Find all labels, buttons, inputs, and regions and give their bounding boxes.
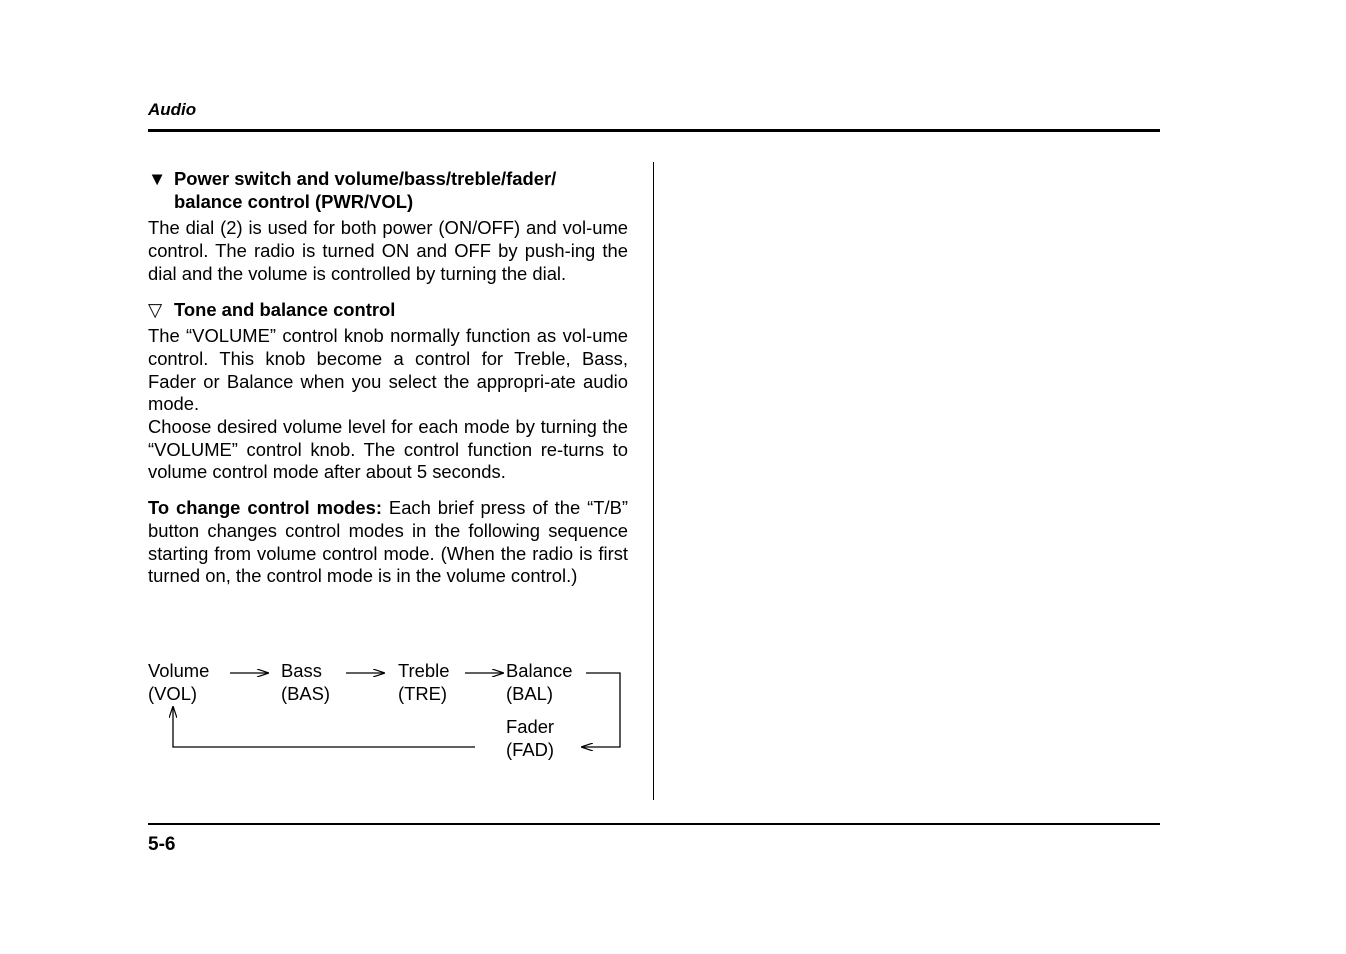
mode-volume bbox=[148, 660, 209, 705]
arrow-fader-to-volume bbox=[173, 707, 475, 747]
heading-line-1: Power switch and volume/bass/treble/fader/ bbox=[174, 168, 557, 189]
header-rule bbox=[148, 129, 1160, 132]
volume-knob-paragraph: The “VOLUME” control knob normally function as vol-ume control. This knob become a control for Treble, Bass, Fader or Balance when you select the appropri-ate audio mode. bbox=[148, 325, 628, 415]
change-modes-lead: To change control modes: bbox=[148, 497, 382, 519]
mode-bass-name: Bass bbox=[281, 660, 322, 681]
mode-bass-abbr: (BAS) bbox=[281, 682, 331, 704]
tone-balance-heading: Tone and balance control bbox=[174, 298, 396, 320]
mode-fader-name: Fader bbox=[506, 716, 555, 737]
mode-fader bbox=[506, 716, 554, 761]
column-divider bbox=[653, 162, 654, 800]
mode-fader-abbr: (FAD) bbox=[506, 738, 555, 760]
mode-balance-name: Balance bbox=[506, 660, 573, 681]
mode-balance bbox=[506, 660, 572, 705]
mode-volume-name: Volume bbox=[148, 660, 210, 681]
mode-treble-name: Treble bbox=[398, 660, 450, 681]
section-header-title: Audio bbox=[148, 100, 197, 119]
left-column bbox=[148, 168, 628, 588]
arrow-balance-to-fader bbox=[582, 673, 620, 747]
heading-line-2: balance control (PWR/VOL) bbox=[174, 190, 414, 212]
mode-balance-abbr: (BAL) bbox=[506, 682, 554, 704]
footer-rule bbox=[148, 823, 1160, 825]
power-volume-paragraph: The dial (2) is used for both power (ON/OFF) and vol-ume control. The radio is turned ON and OFF by push-ing the dial and the volume is controlled by turning the dial. bbox=[148, 217, 628, 284]
page-number: 5-6 bbox=[148, 834, 176, 855]
section-heading-power-volume bbox=[148, 168, 628, 213]
mode-sequence-diagram bbox=[148, 660, 628, 770]
mode-bass bbox=[281, 660, 330, 705]
section-heading-tone-balance bbox=[148, 299, 628, 322]
mode-volume-abbr: (VOL) bbox=[148, 682, 198, 704]
filled-triangle-icon: ▼ bbox=[148, 168, 167, 189]
mode-treble-abbr: (TRE) bbox=[398, 682, 448, 704]
mode-treble bbox=[398, 660, 449, 705]
change-modes-text: Each brief press of the “T/B” button changes control modes in the following sequence starting from volume control mode. (When the radio is first turned on, the control mode is in the volume control.) bbox=[148, 497, 628, 587]
volume-level-paragraph: Choose desired volume level for each mode by turning the “VOLUME” control knob. The control function re-turns to volume control mode after about 5 seconds. bbox=[148, 416, 628, 483]
change-modes-paragraph bbox=[148, 497, 628, 588]
hollow-triangle-icon: ▽ bbox=[148, 298, 163, 320]
